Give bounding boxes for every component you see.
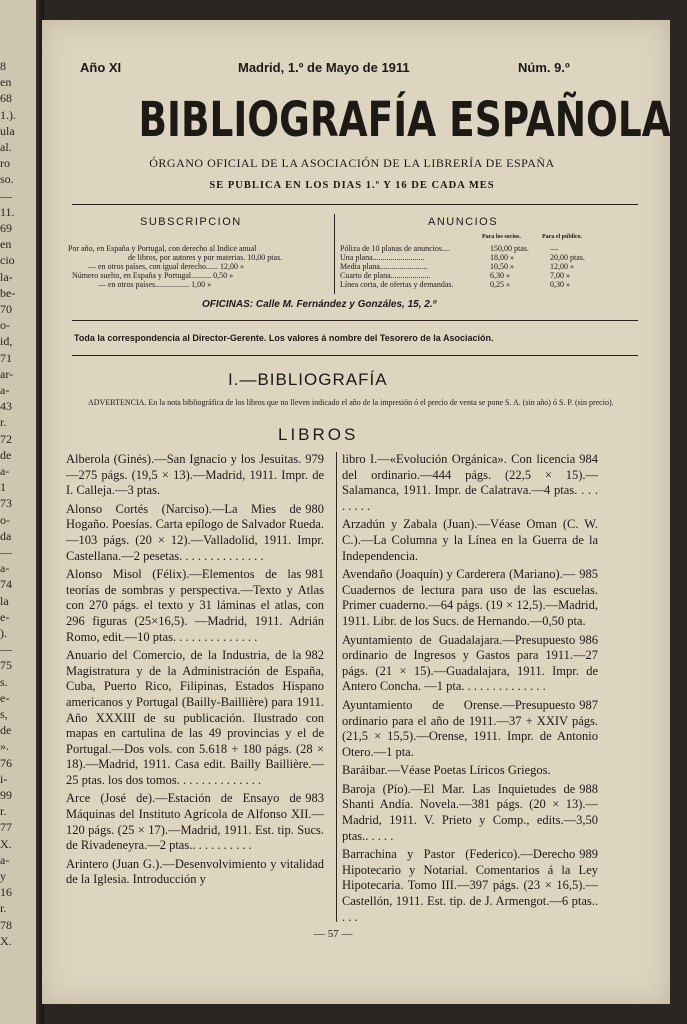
entry-text: libro I.—«Evolución Orgánica». Con licencia del ordinario.—444 págs. (22,5 × 15).—Salamanca, 1911. Impr. de Calatrava.—4 ptas. . . . . . . . . [342, 452, 598, 513]
entry-number: 983 [305, 791, 324, 806]
organo-subtitle: ÓRGANO OFICIAL DE LA ASOCIACIÓN DE LA LIBRERÍA DE ESPAÑA [149, 156, 555, 170]
left-page-fragment: 43 [0, 399, 12, 414]
left-page-fragment: 72 [0, 431, 12, 446]
left-page-fragment: 69 [0, 221, 12, 235]
left-page-fragment: 70 [0, 302, 12, 316]
entry-text: Alonso Cortés (Narciso).—La Mies de Hogaño. Poesías. Carta epílogo de Salvador Rueda.—103 págs. (20 × 12).—Valladolid, 1911. Impr. Castellana.—2 pesetas. . . . . . . . . . . . . . [66, 501, 324, 563]
entry-number: 982 [305, 648, 324, 663]
header-number: Núm. 9.º [518, 60, 570, 75]
section-title: I.—BIBLIOGRAFÍA [228, 370, 388, 389]
left-page-fragment: 16 [0, 885, 12, 900]
left-page-fragment: a- [0, 852, 10, 867]
entry-number: 980 [305, 501, 324, 516]
libros-heading: LIBROS [278, 425, 359, 444]
left-page-fragment: 1 [0, 480, 6, 495]
divider [72, 204, 638, 205]
entry-text: Ayuntamiento de Guadalajara.—Presupuesto ordinario de Ingresos y Gastos para 1911.—27 págs. (21 × 15).—Guadalajara, 1911. Impr. de Antero Concha. —1 pta. . . . . . . . . . . . . . [342, 632, 598, 694]
page-number: — 57 — [314, 928, 353, 940]
bibliography-entry [66, 857, 324, 888]
left-page-fragment: 11. [0, 204, 15, 219]
bibliography-entry [66, 502, 324, 564]
bibliography-entry [66, 452, 324, 499]
left-page-fragment: a- [0, 464, 10, 478]
entry-text: Baráibar.—Véase Poetas Líricos Griegos. [342, 763, 551, 778]
anuncios-heading: ANUNCIOS [428, 216, 499, 228]
journal-title: BIBLIOGRAFÍA ESPAÑOLA [138, 92, 671, 148]
left-page-fragment: cio [0, 253, 15, 268]
bibliography-entry [342, 847, 598, 925]
left-page-fragment: 71 [0, 350, 12, 365]
left-page-fragment: 76 [0, 755, 12, 770]
anuncios-label: Póliza de 10 planas de anuncios.... [340, 244, 450, 253]
left-page-fragment: i- [0, 771, 8, 786]
anuncios-publico: 0,30 » [550, 280, 570, 289]
anuncios-label: Una plana.......................... [340, 253, 425, 262]
entry-number: 987 [579, 697, 598, 712]
suscripcion-heading: SUBSCRIPCION [140, 216, 242, 228]
header-year: Año XI [80, 60, 122, 75]
entry-number: 981 [305, 567, 324, 582]
left-page-fragment: ar- [0, 366, 14, 381]
left-page-fragment: e- [0, 690, 10, 705]
entry-number: 985 [579, 567, 598, 582]
anuncios-publico: 20,00 ptas. [550, 253, 585, 262]
anuncios-col-socios: Para los socios. [482, 234, 521, 240]
left-page-fragment: id, [0, 334, 13, 349]
bibliography-entry [342, 452, 598, 514]
left-page-fragment: r. [0, 901, 7, 916]
entry-text: Arce (José de).—Estación de Ensayo de Máquinas del Instituto Agrícola de Alfonso XII.—120 págs. (25 × 17).—Madrid, 1911. Est. tip. Sucs. de Rivadeneyra.—2 ptas.. . . . . . . . . . [66, 791, 324, 853]
bibliography-entry [66, 791, 324, 853]
suscripcion-row: — en otros países................. 1,00 » [98, 280, 212, 289]
left-page-fragment: — [0, 545, 12, 559]
entry-text: Barrachina y Pastor (Federico).—Derecho Hipotecario y Notarial. Comentarios á la Ley Hipotecaria. Tomo III.—397 págs. (23 × 16,5).—Castellón, 1911. Est. tip. de J. Armengot.—6 ptas.. . . . [342, 847, 598, 924]
left-page-fragment: 78 [0, 917, 12, 932]
left-page-fragment: a- [0, 561, 10, 576]
anuncios-publico: 12,00 » [550, 262, 574, 271]
divider [72, 355, 638, 356]
left-page-fragment: al. [0, 140, 12, 154]
bibliography-entry [342, 698, 598, 760]
left-page-fragment: ). [0, 626, 7, 640]
bibliography-entry [66, 567, 324, 645]
right-column [342, 452, 598, 928]
left-page-fragment: la [0, 593, 9, 608]
left-page-fragment: 75 [0, 658, 12, 673]
left-page-fragment: en [0, 75, 12, 90]
correspondence-note: Toda la correspondencia al Director-Gerente. Los valores á nombre del Tesorero de la Asociación. [74, 333, 494, 343]
column-divider [334, 214, 335, 294]
left-page-fragment: X. [0, 933, 12, 948]
left-page-fragment: o- [0, 512, 10, 527]
advertencia-note: ADVERTENCIA. En la nota bibliográfica de los libros que no lleven indicado el año de la impresión ó el precio de venta se pone S. A. (sin año) ó S. P. (sin precio). [88, 398, 614, 407]
entry-number: 989 [579, 847, 598, 862]
suscripcion-row: de libros, por autores y por materias. 10,00 ptas. [128, 253, 283, 262]
anuncios-socios: 0,25 » [490, 280, 510, 289]
left-page-fragment: ro [0, 156, 10, 171]
bibliography-entry [66, 648, 324, 788]
suscripcion-row: Número suelto, en España y Portugal.......... 0,50 » [72, 271, 234, 280]
left-page-fragment: ». [0, 739, 9, 754]
anuncios-socios: 10,50 » [490, 262, 514, 271]
anuncios-socios: 150,00 ptas. [490, 244, 529, 253]
anuncios-socios: 6,30 » [490, 271, 510, 280]
anuncios-publico: — [550, 244, 558, 253]
adjacent-page-fragment [0, 0, 40, 1024]
publication-schedule: SE PUBLICA EN LOS DIAS 1.º Y 16 DE CADA MES [209, 180, 495, 191]
anuncios-label: Media plana........................ [340, 262, 428, 271]
left-page-fragment: X. [0, 836, 12, 851]
left-page-fragment: 1.). [0, 107, 16, 122]
left-page-fragment: y [0, 869, 6, 883]
header-date: Madrid, 1.º de Mayo de 1911 [238, 60, 410, 75]
bibliography-entry [342, 782, 598, 844]
entry-text: Anuario del Comercio, de la Industria, de la Magistratura y de la Administración de España, Cuba, Puerto Rico, Filipinas, Estados Hispano americanos y Portugal (Bailly-Baillière) para 1911. Año XXXIII de su publicación. Ilustrado con mapas en cartulina de las 49 provincias y el de Portugal.—Dos vols. con 5.618 + 180 págs. (28 × 18).—Madrid, 1911. Casa edit. Bailly Baillière.—25 ptas. los dos tomos. . . . . . . . . . . . . . [66, 648, 324, 787]
entry-number: 979 [305, 452, 324, 466]
oficinas-address: OFICINAS: Calle M. Fernández y Gonzáles, 15, 2.º [202, 299, 437, 310]
left-page-fragment: 8 [0, 59, 6, 73]
entry-text: Alberola (Ginés).—San Ignacio y los Jesuitas.—275 págs. (19,5 × 13).—Madrid, 1911. Impr. de I. Calleja.—3 ptas. [66, 452, 324, 498]
left-column [66, 452, 324, 891]
left-page-fragment: 99 [0, 788, 12, 802]
left-page-fragment: e- [0, 609, 10, 624]
anuncios-label: Línea corta, de ofertas y demandas. [340, 280, 454, 289]
left-page-fragment: — [0, 642, 12, 657]
document-page [42, 20, 670, 1004]
bibliography-entry [342, 633, 598, 695]
left-page-fragment: la- [0, 269, 13, 284]
entry-text: Arzadún y Zabala (Juan).—Véase Oman (C. W. C.).—La Columna y la Línea en la Guerra de la Independencia. [342, 517, 598, 563]
left-page-fragment: ula [0, 123, 15, 138]
anuncios-publico: 7,00 » [550, 271, 570, 280]
left-page-fragment: so. [0, 172, 14, 187]
anuncios-col-publico: Para el público. [542, 234, 583, 240]
left-page-fragment: en [0, 237, 12, 252]
left-page-fragment: 77 [0, 820, 12, 835]
anuncios-label: Cuarto de plana.................... [340, 271, 431, 280]
left-page-fragment: 68 [0, 91, 12, 106]
entry-text: Ayuntamiento de Orense.—Presupuesto ordinario para el año de 1911.—37 + XXIV págs. (21,5 × 15,5).—Orense, 1911. Impr. de Antonio Otero.—1 pta. [342, 697, 598, 759]
entry-text: Avendaño (Joaquín) y Carderera (Mariano).—Cuadernos de lectura para uso de las escuelas. Primer cuaderno.—64 págs. (19 × 12,5).—Madrid, 1911. Libr. de los Sucs. de Hernando.—0,50 pta. [342, 567, 598, 628]
left-page-fragment: 74 [0, 577, 12, 592]
bibliography-entry [342, 763, 598, 779]
left-page-fragment: be- [0, 285, 16, 300]
entry-number: 984 [579, 452, 598, 466]
entry-text: Arintero (Juan G.).—Desenvolvimiento y vitalidad de la Iglesia. Introducción y [66, 856, 324, 887]
entry-text: Alonso Misol (Félix).—Elementos de las teorías de sombras y perspectiva.—Texto y Atlas con 270 págs. el texto y 31 láminas el atlas, con 296 figuras (25×16,5). —Madrid, 1911. Adrián Romo, edit.—10 ptas. . . . . . . . . . . . . . [66, 567, 324, 644]
left-page-fragment: 73 [0, 496, 12, 511]
left-page-fragment: o- [0, 318, 10, 333]
anuncios-socios: 18,00 » [490, 253, 514, 262]
entry-number: 986 [579, 632, 598, 647]
left-page-fragment: s, [0, 707, 8, 721]
entry-number: 988 [579, 781, 598, 796]
bibliography-entry [342, 517, 598, 564]
suscripcion-row: Por año, en España y Portugal, con derecho al Indice anual [68, 244, 257, 253]
left-page-fragment: de [0, 447, 12, 462]
left-page-fragment: a- [0, 383, 10, 397]
left-page-fragment: de [0, 723, 12, 738]
divider [72, 320, 638, 321]
left-page-fragment: da [0, 528, 12, 543]
bibliography-entry [342, 567, 598, 629]
suscripcion-row: — en otros países, con igual derecho...... 12,00 » [88, 262, 244, 271]
left-page-fragment: s. [0, 674, 8, 689]
column-divider [336, 452, 337, 922]
left-page-fragment: r. [0, 804, 7, 819]
left-page-fragment: — [0, 188, 12, 203]
left-page-fragment: r. [0, 415, 7, 430]
entry-text: Baroja (Pío).—El Mar. Las Inquietudes de Shanti Andía. Novela.—381 págs. (20 × 13).—Madrid, 1911. V. Prieto y Comp., edits.—3,50 ptas.. . . . . [342, 781, 598, 843]
